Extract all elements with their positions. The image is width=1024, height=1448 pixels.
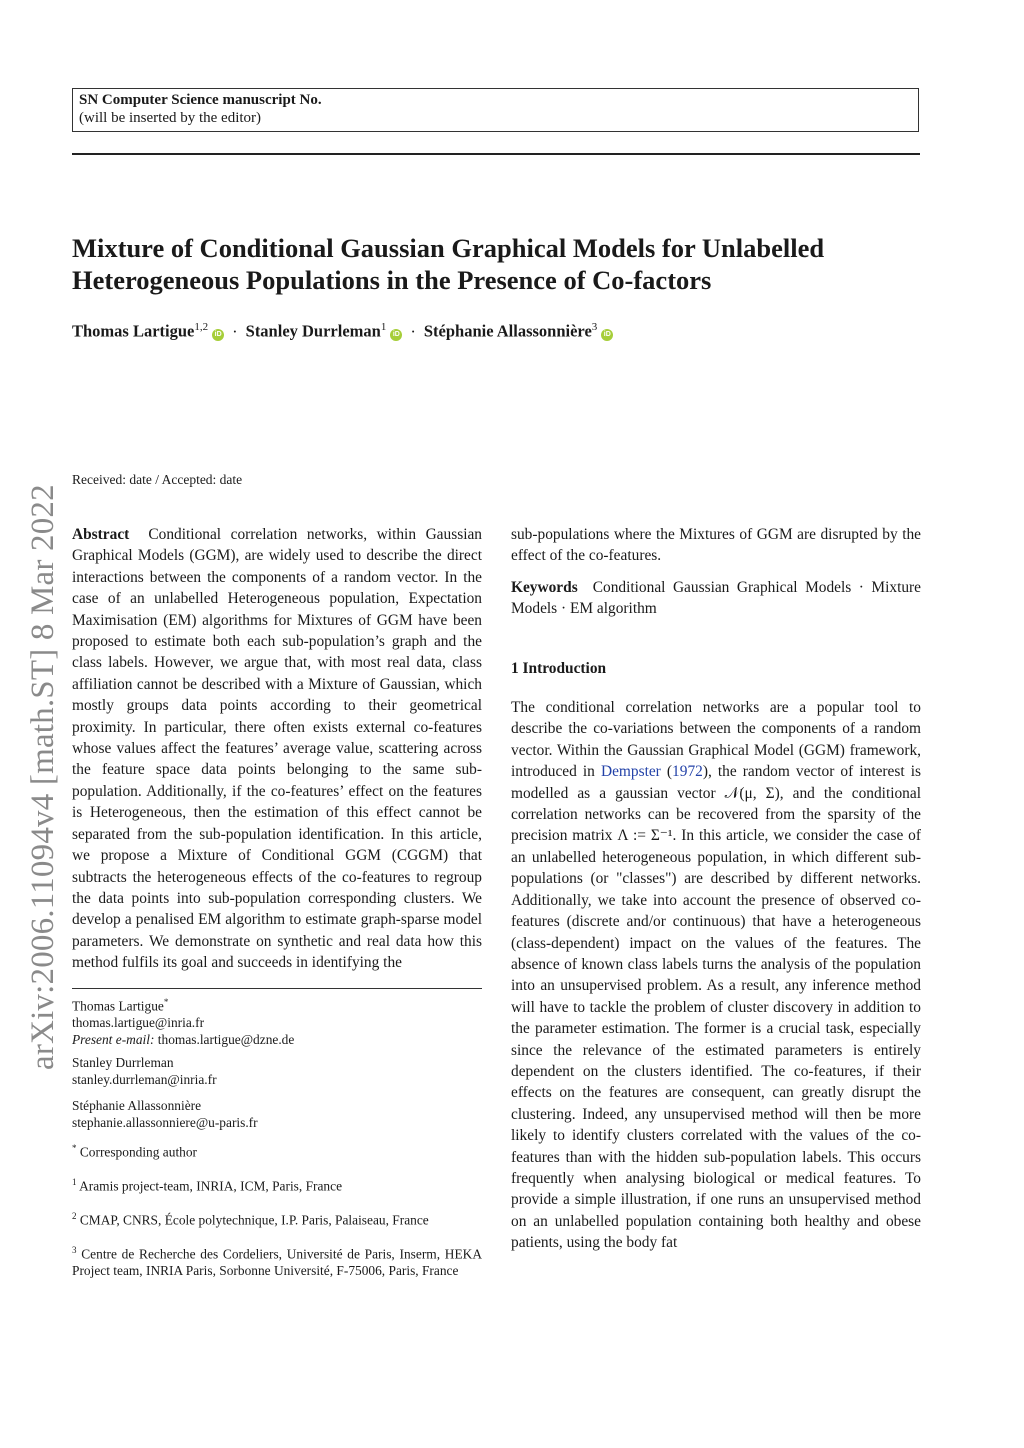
keywords-label: Keywords (511, 578, 578, 596)
received-line: Received: date / Accepted: date (72, 472, 243, 487)
footnote-email[interactable]: stephanie.allassonniere@u-paris.fr (72, 1115, 258, 1130)
right-column (511, 524, 921, 1254)
editor-note: (will be inserted by the editor) (79, 110, 262, 126)
footnote-mark: * (72, 1143, 77, 1153)
footnote-allassonniere (72, 1097, 482, 1131)
footnote-name: Stanley Durrleman (72, 1055, 174, 1070)
footnote-corresponding (72, 1140, 482, 1160)
author-affiliation: 1 (380, 321, 387, 333)
citation-paren-close: ) (702, 763, 708, 781)
author-name: Stéphanie Allassonnière (423, 321, 592, 341)
footnote-aff3 (72, 1242, 482, 1279)
journal-name: SN Computer Science manuscript No. (79, 92, 322, 108)
author-separator: · (232, 321, 238, 341)
orcid-icon[interactable]: iD (212, 329, 224, 341)
introduction-paragraph (511, 697, 921, 1254)
author-list (72, 321, 932, 342)
footnote-name: Thomas Lartigue (72, 998, 164, 1014)
citation-author-link[interactable]: Dempster (600, 763, 661, 781)
abstract-continuation: sub-populations where the Mixtures of GGM are disrupted by the effect of the co-features. (511, 526, 921, 565)
abstract-text: Conditional correlation networks, within Gaussian Graphical Models (GGM), are widely used to describe the direct interactions between the components of a random vector. In the case of an unlabelled Heterogeneous population, Expectation Maximisation (EM) algorithms for Mixtures of GGM have been proposed to estimate both each sub-population’s graph and the class labels. However, we argue that, with most real data, class affiliation cannot be described with a Mixture of Gaussian, which mostly groups data points according to their geometrical proximity. In particular, there often exists external co-features whose values affect the features’ average value, scattering across the feature space data points belonging to the same sub-population. Additionally, if the co-features’ effect on the features is Heterogeneous, then the estimation of this effect cannot be separated from the sub-population identification. In this article, we propose a Mixture of Conditional GGM (CGGM) that subtracts the heterogeneous effects of the co-features to regroup the data points into sub-population corresponding clusters. We develop a penalised EM algorithm to estimate graph-sparse model parameters. We demonstrate on synthetic and real data how this method fulfils its goal and succeeds in identifying the (72, 526, 482, 972)
abstract-column (72, 524, 482, 974)
footnote-name: Stéphanie Allassonnière (72, 1098, 202, 1113)
footnote-text: CMAP, CNRS, École polytechnique, I.P. Paris, Palaiseau, France (79, 1212, 429, 1228)
intro-text-part1: The conditional correlation networks are a popular tool to describe the co-variations between the components of a random vector. Within the Gaussian Graphical Model (GGM) framework, introduced in (511, 699, 921, 781)
keywords (511, 577, 921, 620)
footnote-durrleman (72, 1054, 482, 1088)
footnote-text: Corresponding author (79, 1144, 198, 1160)
author-separator: · (410, 321, 416, 341)
footnote-lartigue (72, 994, 482, 1048)
footnote-text: Centre de Recherche des Cordeliers, Université de Paris, Inserm, HEKA Project team, INRIA Paris, Sorbonne Université, F-75006, Paris, France (72, 1246, 482, 1279)
manuscript-box (72, 88, 919, 132)
citation-year-link[interactable]: 1972 (672, 763, 703, 781)
footnote-email[interactable]: thomas.lartigue@inria.fr (72, 1015, 205, 1031)
abstract-label: Abstract (72, 526, 130, 543)
footnote-mark: 3 (72, 1245, 77, 1255)
header-rule (72, 153, 920, 155)
section-heading-introduction: 1 Introduction (511, 659, 607, 677)
arxiv-side-stamp: arXiv:2006.11094v4 [math.ST] 8 Mar 2022 (25, 484, 61, 1070)
present-email[interactable]: thomas.lartigue@dzne.de (157, 1032, 295, 1048)
abstract (72, 524, 482, 974)
footnote-email[interactable]: stanley.durrleman@inria.fr (72, 1072, 217, 1087)
intro-text-part2: , the random vector of interest is modelled as a gaussian vector 𝒩(μ, Σ), and the conditional correlation networks can be recovered from the sparsity of the precision matrix Λ := Σ⁻¹. In this article, we consider the case of an unlabelled heterogeneous population, in which different sub-populations (or "classes") are described by different networks. Additionally, we take into account the presence of observed co-features (discrete and/or continuous) that have a heterogeneous (class-dependent) impact on the values of the features. The absence of known class labels turns the analysis of the population into an unsupervised problem. As a result, any inference method will have to tackle the problem of cluster discovery in addition to the parameter estimation. The former is a crucial task, especially since the relevance of the estimated parameters is entirely dependent on the clusters identified. The co-features, if their effects on the features are consequent, can greatly disrupt the clustering. Indeed, any unsupervised method will then be more likely to identify clusters correlated with the values of the co-features than with the hidden sub-population labels. This occurs frequently when analysing biological or medical features. To provide a simple illustration, if one runs an unsupervised method on an unlabelled population containing both healthy and obese patients, using the body fat (511, 763, 921, 1252)
keywords-text: Conditional Gaussian Graphical Models · Mixture Models · EM algorithm (511, 578, 921, 618)
orcid-icon[interactable]: iD (601, 329, 613, 341)
author-name: Stanley Durrleman (245, 321, 381, 341)
footnote-mark: 2 (72, 1211, 77, 1221)
author-name: Thomas Lartigue (72, 321, 195, 341)
footnote-rule (72, 988, 482, 989)
corresponding-mark: * (163, 997, 169, 1007)
footnote-text: Aramis project-team, INRIA, ICM, Paris, France (79, 1178, 343, 1194)
citation-paren-open: ( (666, 763, 673, 781)
footnote-mark: 1 (72, 1177, 77, 1187)
author-affiliation: 1,2 (194, 321, 209, 333)
present-email-label: Present e-mail: (72, 1032, 155, 1048)
footnote-aff2 (72, 1208, 482, 1228)
orcid-icon[interactable]: iD (390, 329, 402, 341)
footnote-aff1 (72, 1174, 482, 1194)
author-affiliation: 3 (591, 321, 598, 333)
paper-title: Mixture of Conditional Gaussian Graphical Models for Unlabelled Heterogeneous Populations in the Presence of Co-factors (72, 233, 825, 295)
